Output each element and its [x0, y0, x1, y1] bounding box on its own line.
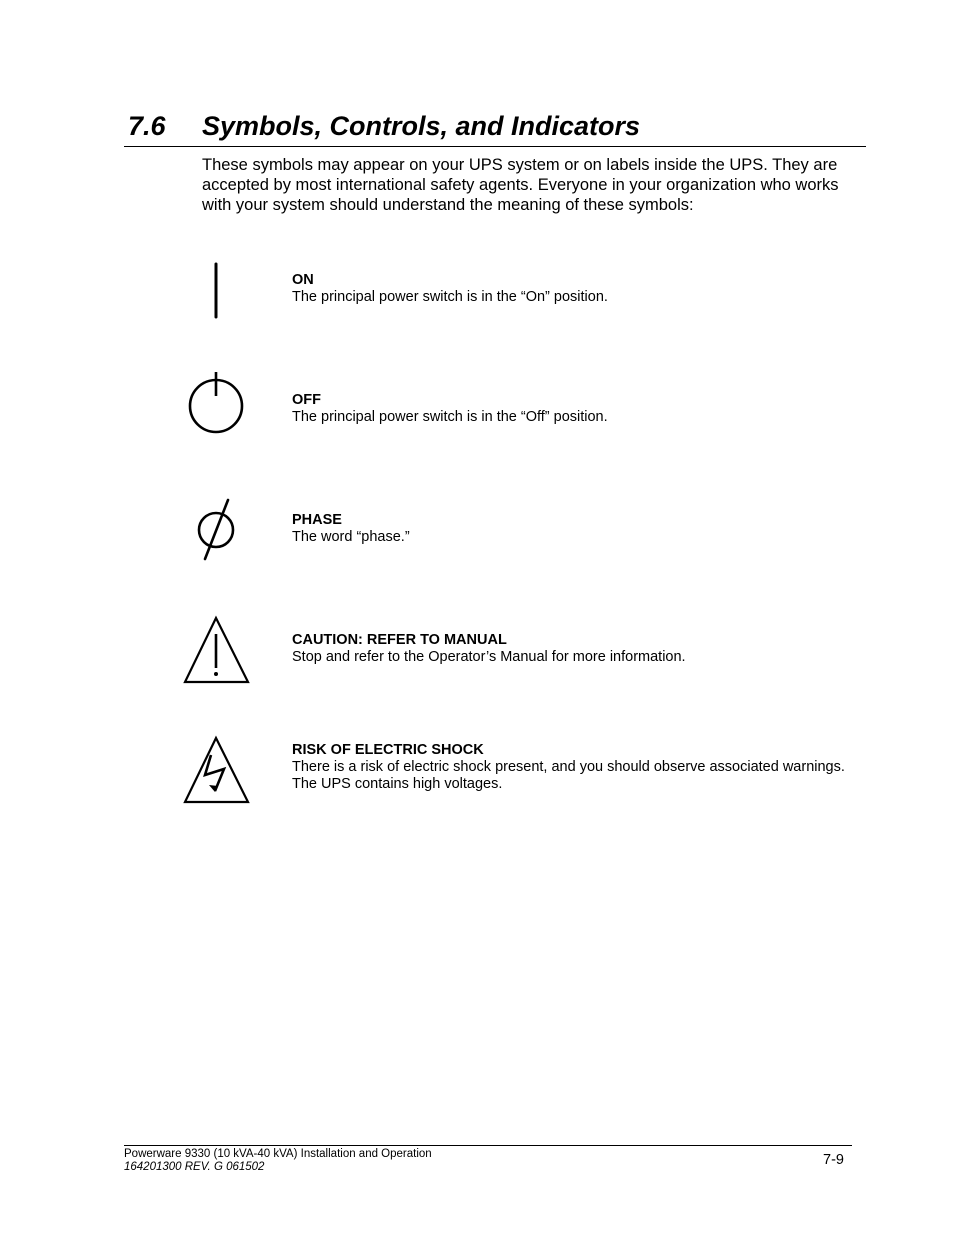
- electric-shock-icon: [170, 734, 260, 814]
- symbol-description: The word “phase.”: [292, 529, 410, 545]
- symbol-row-caution: [170, 614, 860, 694]
- symbol-text: [292, 632, 852, 666]
- power-off-icon: [170, 370, 260, 450]
- page-number: 7‑9: [823, 1152, 844, 1168]
- section-number: 7.6: [128, 111, 166, 141]
- symbol-description: There is a risk of electric shock present, and you should observe associated warnings. The UPS contains high voltages.: [292, 759, 845, 792]
- on-line-icon: [170, 258, 260, 338]
- section-heading: [124, 108, 866, 147]
- footer-document-revision: 164201300 REV. G 061502: [124, 1161, 265, 1173]
- symbol-description: The principal power switch is in the “On” position.: [292, 289, 608, 305]
- warning-exclamation-icon: [170, 614, 260, 694]
- phase-icon: [170, 496, 260, 576]
- symbol-description: The principal power switch is in the “Off” position.: [292, 409, 608, 425]
- section-title: Symbols, Controls, and Indicators: [202, 111, 641, 141]
- symbol-name: ON: [292, 272, 314, 288]
- symbol-text: [292, 512, 852, 546]
- symbol-name: OFF: [292, 392, 321, 408]
- symbol-name: PHASE: [292, 512, 342, 528]
- intro-paragraph: These symbols may appear on your UPS system or on labels inside the UPS. They are accepted by most international safety agents. Everyone in your organization who works with your system should understand the meaning of these symbols:: [202, 156, 839, 214]
- symbol-row-on: [170, 258, 860, 338]
- symbol-text: [292, 272, 852, 306]
- symbol-row-off: [170, 370, 860, 450]
- symbol-text: [292, 742, 852, 793]
- symbol-description: Stop and refer to the Operator’s Manual for more information.: [292, 649, 686, 665]
- symbol-row-phase: [170, 496, 860, 576]
- footer-document-title: Powerware 9330 (10 kVA‑40 kVA) Installation and Operation: [124, 1148, 432, 1160]
- symbol-row-electric-shock: [170, 734, 860, 814]
- symbol-name: RISK OF ELECTRIC SHOCK: [292, 742, 484, 758]
- page-footer: [124, 1145, 852, 1180]
- symbol-name: CAUTION: REFER TO MANUAL: [292, 632, 507, 648]
- symbol-text: [292, 392, 852, 426]
